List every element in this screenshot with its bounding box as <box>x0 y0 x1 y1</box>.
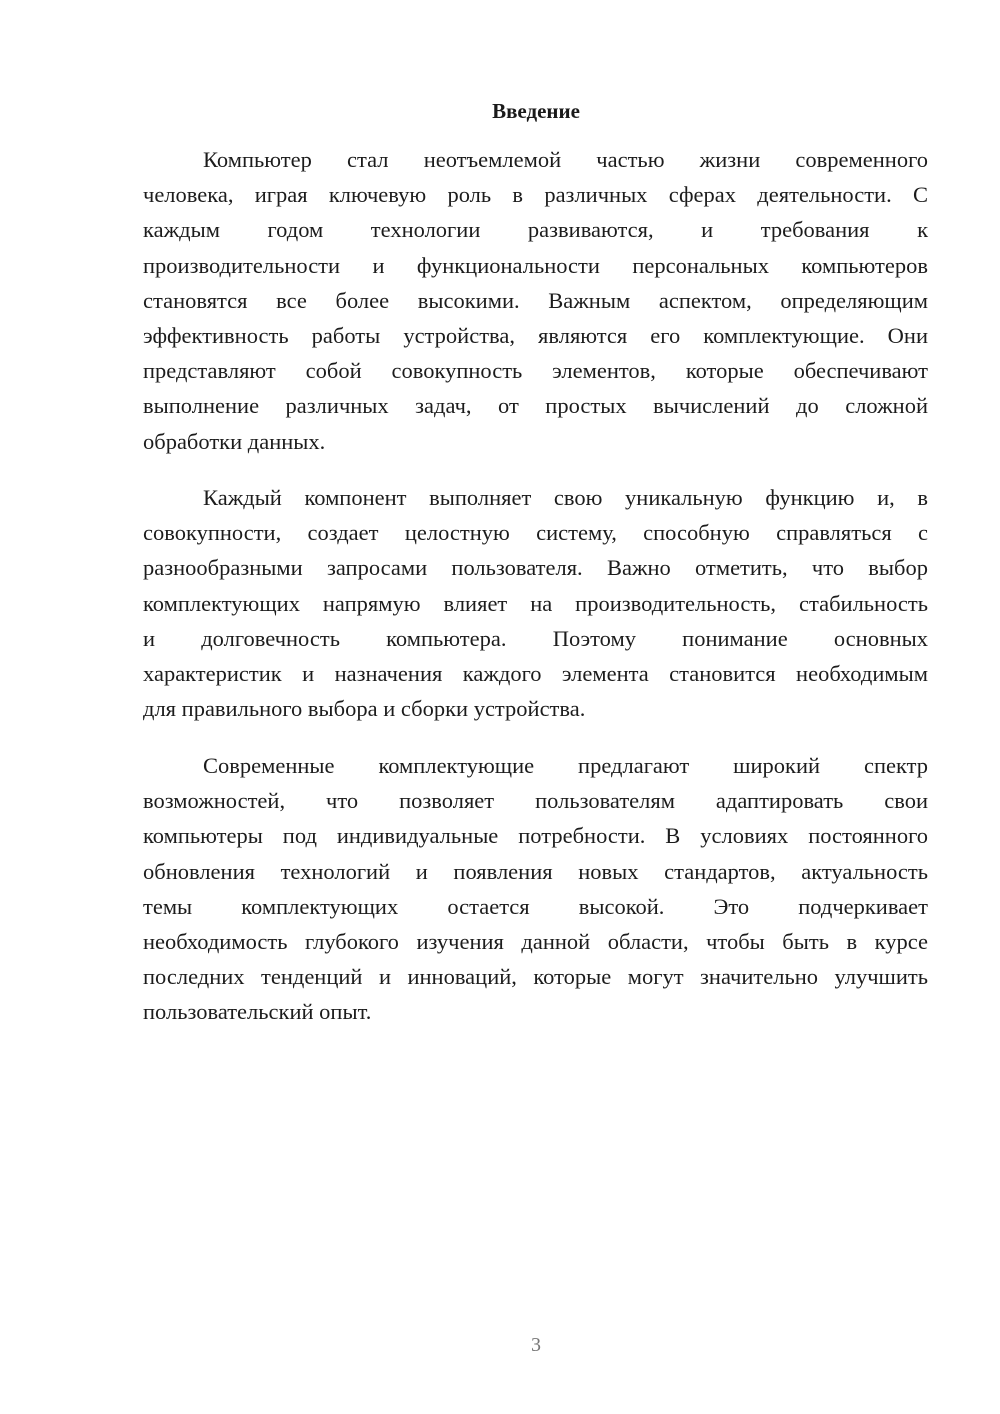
text-line: выполнение различных задач, от простых вычислений до сложной <box>143 393 928 419</box>
text-line: Каждый компонент выполняет свою уникальную функцию и, в <box>203 485 928 510</box>
text-line: становятся все более высокими. Важным аспектом, определяющим <box>143 287 928 313</box>
text-line: компьютеры под индивидуальные потребности. В условиях постоянного <box>143 823 928 849</box>
paragraph-1 <box>143 142 928 459</box>
text-line: пользовательский опыт. <box>143 999 372 1025</box>
paragraph-3 <box>143 748 928 1030</box>
text-line: человека, играя ключевую роль в различных сферах деятельности. С <box>143 182 928 208</box>
text-line: возможностей, что позволяет пользователям адаптировать свои <box>143 788 928 814</box>
text-line: для правильного выбора и сборки устройства. <box>143 696 586 722</box>
text-line: и долговечность компьютера. Поэтому понимание основных <box>143 625 928 651</box>
text-line: эффективность работы устройства, являются его комплектующие. Они <box>143 322 928 348</box>
text-line: Компьютер стал неотъемлемой частью жизни современного <box>203 147 928 172</box>
page-number: 3 <box>531 1334 541 1356</box>
section-title: Введение <box>492 99 580 123</box>
text-line: производительности и функциональности персональных компьютеров <box>143 252 928 278</box>
text-line: комплектующих напрямую влияет на производительность, стабильность <box>143 590 928 616</box>
text-line: представляют собой совокупность элементов, которые обеспечивают <box>143 358 928 384</box>
text-line: обработки данных. <box>143 428 326 454</box>
text-line: совокупности, создает целостную систему, способную справляться с <box>143 520 928 546</box>
text-line: обновления технологий и появления новых стандартов, актуальность <box>143 858 928 884</box>
text-line: каждым годом технологии развиваются, и требования к <box>143 217 928 243</box>
text-line: темы комплектующих остается высокой. Это подчеркивает <box>143 893 928 919</box>
text-line: разнообразными запросами пользователя. Важно отметить, что выбор <box>143 555 928 581</box>
text-line: последних тенденций и инноваций, которые могут значительно улучшить <box>143 964 928 990</box>
text-line: характеристик и назначения каждого элемента становится необходимым <box>143 660 928 686</box>
paragraph-2 <box>143 480 928 726</box>
text-line: необходимость глубокого изучения данной области, чтобы быть в курсе <box>143 928 928 954</box>
text-line: Современные комплектующие предлагают широкий спектр <box>203 753 928 778</box>
